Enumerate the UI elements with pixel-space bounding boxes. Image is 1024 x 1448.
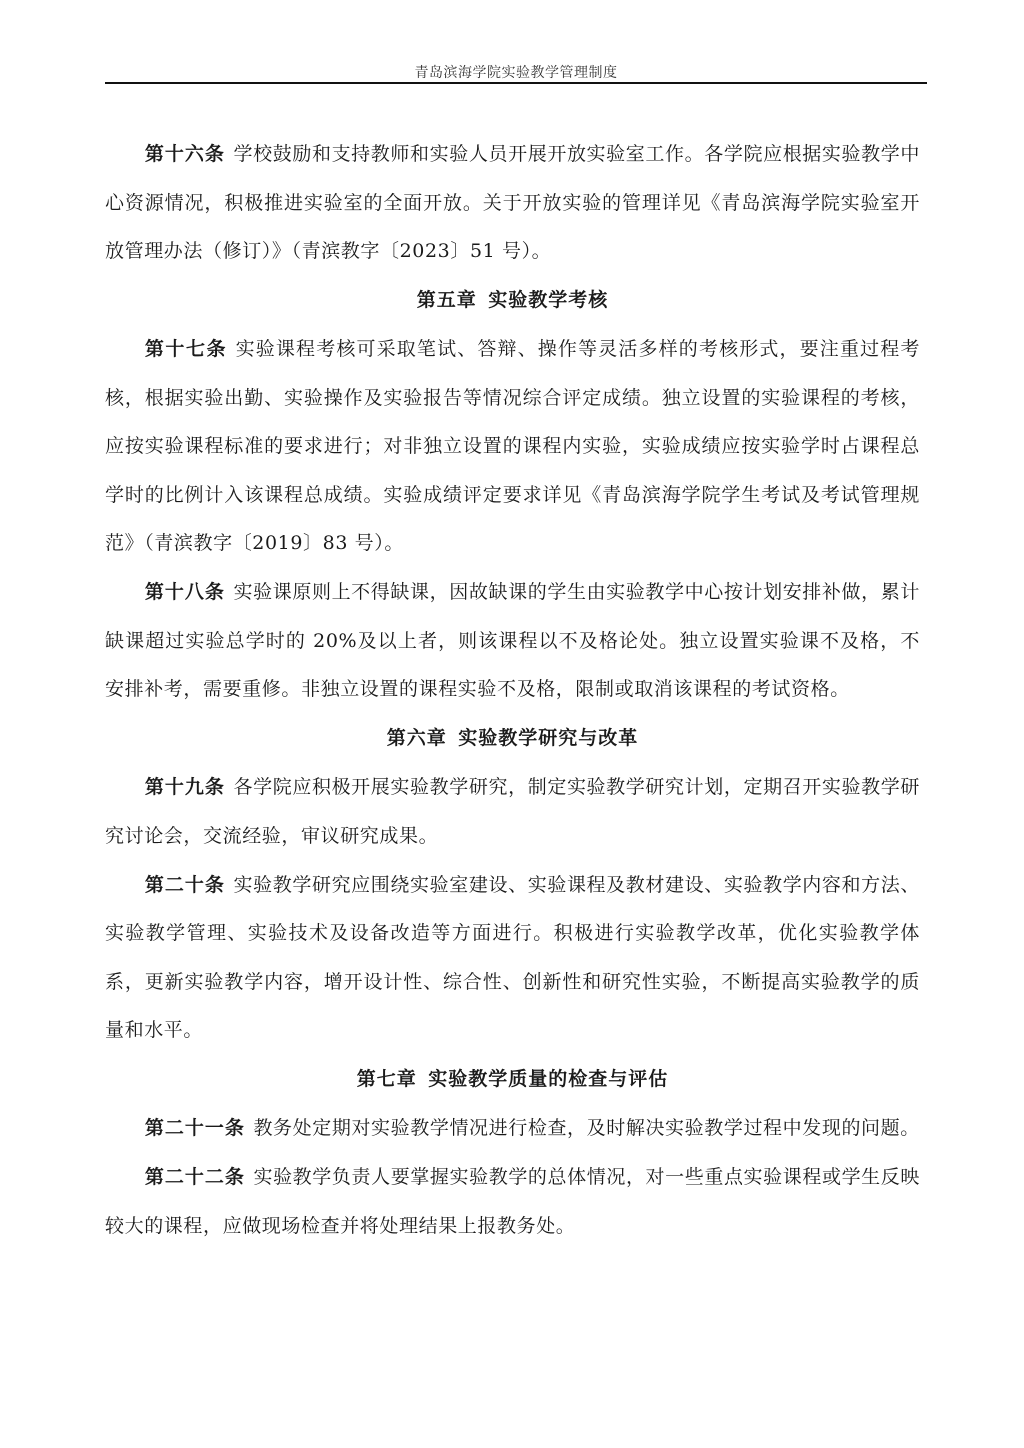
chapter-title: 实验教学研究与改革: [458, 727, 639, 749]
article-label: 第二十条: [144, 873, 225, 896]
article-label: 第十六条: [144, 143, 225, 165]
article-text: 实验课程考核可采取笔试、答辩、操作等灵活多样的考核形式，要注重过程考核，根据实验出勤、实验操作及实验报告等情况综合评定成绩。独立设置的实验课程的考核，应按实验课程标准的要求进行；对非独立设置的课程内实验，实验成绩应按实验学时占课程总学时的比例计入该课程总成绩。实验成绩评定要求详见《青岛滨海学院学生考试及考试管理规范》（青滨教字〔2019〕83 号）。: [105, 338, 920, 554]
chapter-number: 第七章: [356, 1068, 417, 1090]
chapter-heading-7: [105, 1055, 920, 1104]
page-header: 青岛滨海学院实验教学管理制度: [414, 65, 618, 81]
article-label: 第二十二条: [144, 1166, 245, 1188]
article-18: [105, 568, 920, 714]
article-17: [105, 325, 920, 568]
article-text: 学校鼓励和支持教师和实验人员开展开放实验室工作。各学院应根据实验教学中心资源情况，积极推进实验室的全面开放。关于开放实验的管理详见《青岛滨海学院实验室开放管理办法（修订）》（青滨教字〔2023〕51 号）。: [105, 143, 920, 262]
article-21: [105, 1104, 920, 1153]
header-rule: [105, 82, 927, 84]
chapter-heading-5: [105, 276, 920, 325]
article-text: 各学院应积极开展实验教学研究，制定实验教学研究计划，定期召开实验教学研究讨论会，交流经验，审议研究成果。: [105, 776, 920, 847]
article-label: 第十八条: [144, 581, 225, 603]
article-22: [105, 1153, 920, 1250]
document-body: [105, 130, 920, 1251]
article-label: 第十七条: [144, 338, 228, 360]
article-label: 第十九条: [144, 776, 225, 798]
article-text: 实验教学研究应围绕实验室建设、实验课程及教材建设、实验教学内容和方法、实验教学管理、实验技术及设备改造等方面进行。积极进行实验教学改革，优化实验教学体系，更新实验教学内容，增开设计性、综合性、创新性和研究性实验，不断提高实验教学的质量和水平。: [105, 873, 920, 1041]
article-text: 实验课原则上不得缺课，因故缺课的学生由实验教学中心按计划安排补做，累计缺课超过实验总学时的 20%及以上者，则该课程以不及格论处。独立设置实验课不及格，不安排补考，需要重修。非独立设置的课程实验不及格，限制或取消该课程的考试资格。: [105, 581, 920, 700]
chapter-number: 第五章: [416, 289, 477, 311]
chapter-title: 实验教学质量的检查与评估: [428, 1068, 669, 1090]
article-text: 教务处定期对实验教学情况进行检查，及时解决实验教学过程中发现的问题。: [253, 1117, 920, 1139]
article-16: [105, 130, 920, 276]
article-text: 实验教学负责人要掌握实验教学的总体情况，对一些重点实验课程或学生反映较大的课程，应做现场检查并将处理结果上报教务处。: [105, 1166, 920, 1237]
article-19: [105, 763, 920, 860]
chapter-heading-6: [105, 714, 920, 763]
article-label: 第二十一条: [144, 1117, 245, 1139]
article-20: [105, 861, 920, 1055]
chapter-title: 实验教学考核: [488, 289, 609, 311]
chapter-number: 第六章: [386, 727, 447, 749]
